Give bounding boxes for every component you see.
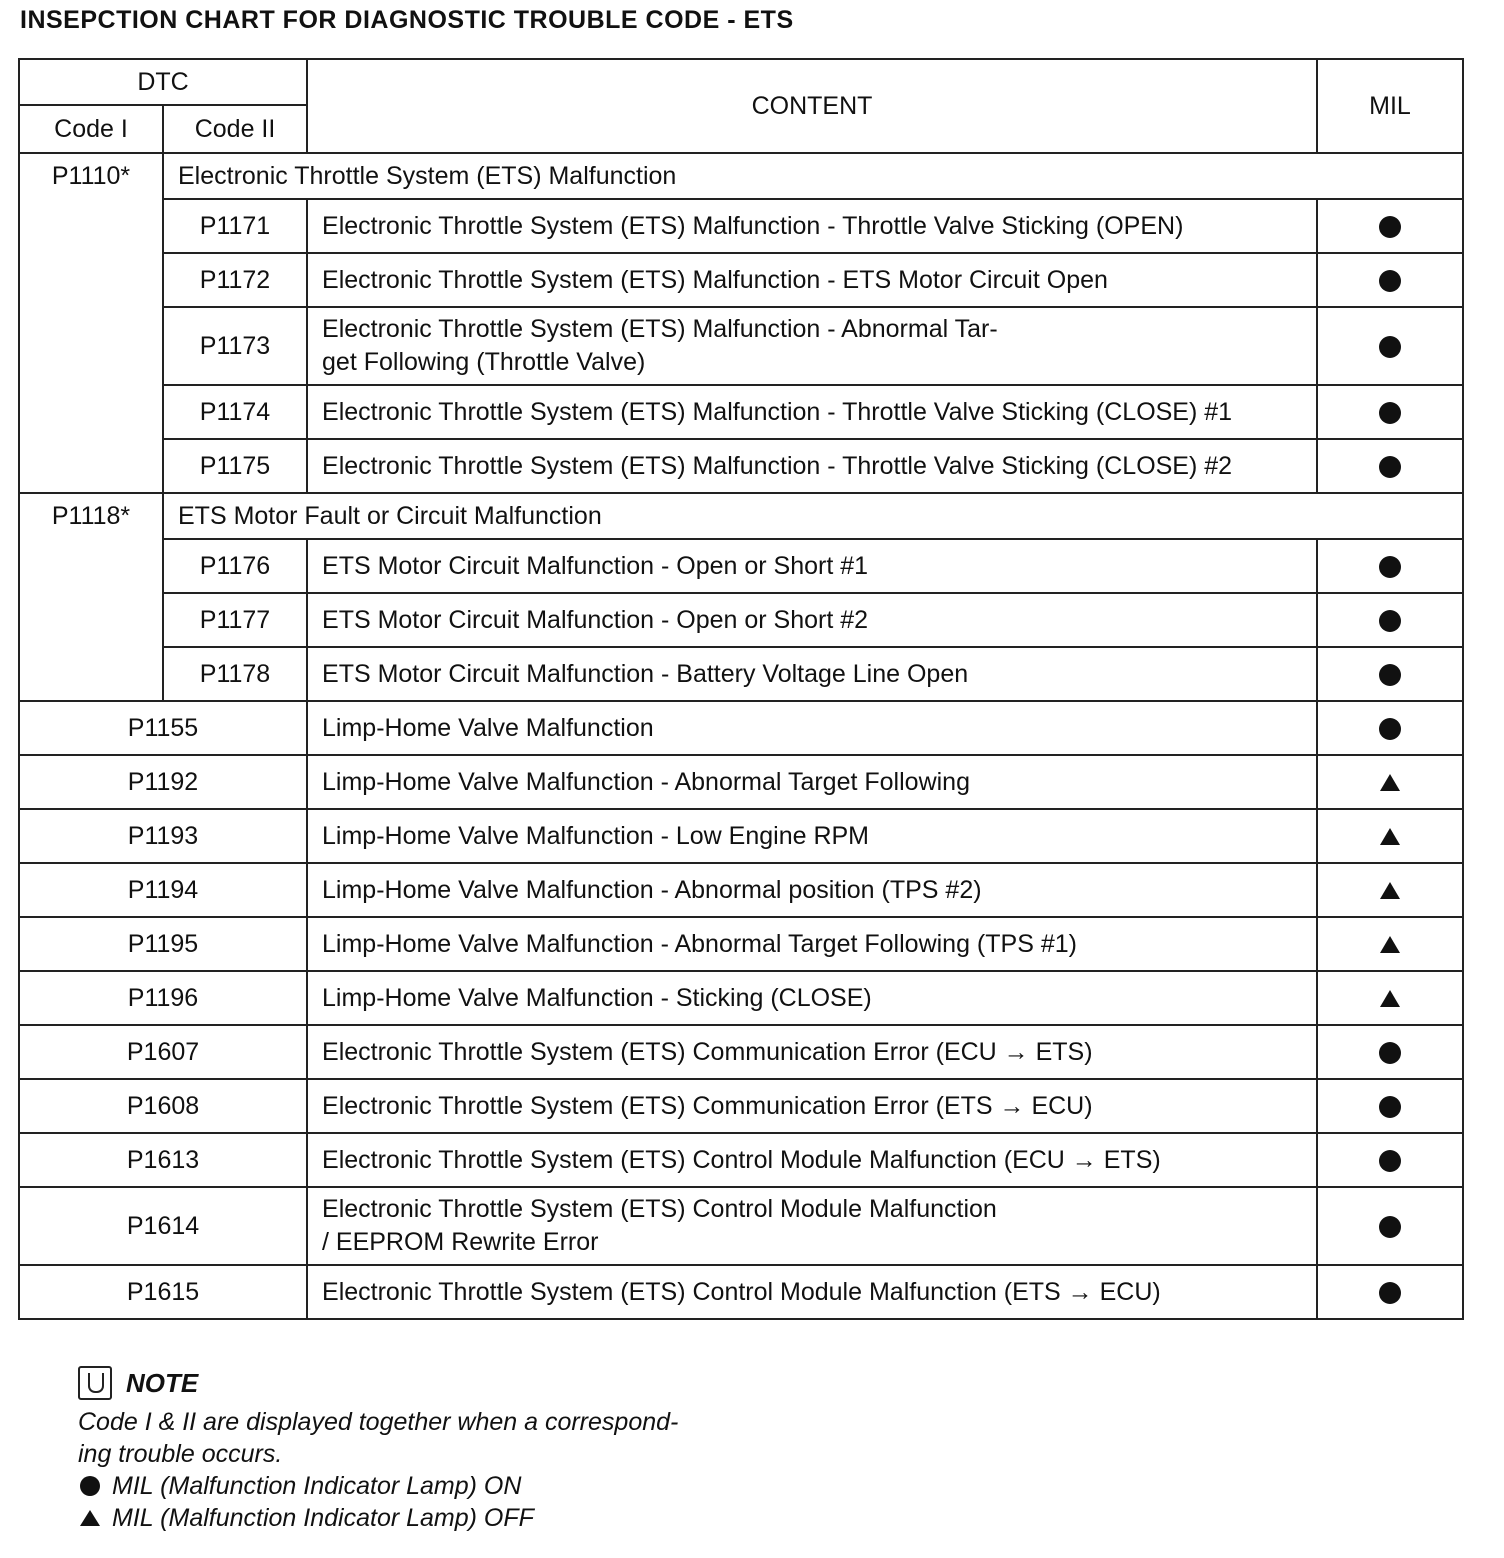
code-cell: P1615 bbox=[19, 1265, 307, 1319]
content-cell: Electronic Throttle System (ETS) Communication Error (ECU → ETS) bbox=[307, 1025, 1317, 1079]
triangle-icon bbox=[1380, 990, 1400, 1007]
code-1-cell: P1118* bbox=[19, 493, 163, 701]
content-cell: Electronic Throttle System (ETS) Control Module Malfunction (ETS → ECU) bbox=[307, 1265, 1317, 1319]
table-body bbox=[19, 153, 1463, 1319]
content-cell: Electronic Throttle System (ETS) Communication Error (ETS → ECU) bbox=[307, 1079, 1317, 1133]
mil-cell bbox=[1317, 809, 1463, 863]
content-cell: Electronic Throttle System (ETS) Malfunction - Abnormal Tar- get Following (Throttle Valve) bbox=[307, 307, 1317, 385]
note-icon bbox=[78, 1366, 112, 1400]
content-cell: Electronic Throttle System (ETS) Malfunction - Throttle Valve Sticking (OPEN) bbox=[307, 199, 1317, 253]
content-cell: Limp-Home Valve Malfunction - Abnormal position (TPS #2) bbox=[307, 863, 1317, 917]
content-cell: Electronic Throttle System (ETS) Malfunction - ETS Motor Circuit Open bbox=[307, 253, 1317, 307]
dtc-table bbox=[18, 58, 1464, 1320]
header-code-1: Code I bbox=[19, 105, 163, 153]
table-row bbox=[19, 539, 1463, 593]
note-header bbox=[78, 1366, 738, 1400]
content-cell: Limp-Home Valve Malfunction - Abnormal Target Following (TPS #1) bbox=[307, 917, 1317, 971]
filled-circle-icon bbox=[1379, 1216, 1401, 1238]
mil-cell bbox=[1317, 701, 1463, 755]
filled-circle-icon bbox=[1379, 1282, 1401, 1304]
triangle-icon bbox=[1380, 828, 1400, 845]
filled-circle-icon bbox=[1379, 718, 1401, 740]
content-cell: Limp-Home Valve Malfunction - Low Engine RPM bbox=[307, 809, 1317, 863]
group-title-cell: ETS Motor Fault or Circuit Malfunction bbox=[163, 493, 1463, 539]
table-row bbox=[19, 1133, 1463, 1187]
code-cell: P1196 bbox=[19, 971, 307, 1025]
mil-cell bbox=[1317, 863, 1463, 917]
legend-off bbox=[78, 1502, 738, 1534]
page-title: INSEPCTION CHART FOR DIAGNOSTIC TROUBLE CODE - ETS bbox=[20, 6, 794, 34]
triangle-icon bbox=[1380, 774, 1400, 791]
note-section bbox=[78, 1366, 738, 1534]
filled-circle-icon bbox=[1379, 270, 1401, 292]
content-cell: ETS Motor Circuit Malfunction - Open or Short #2 bbox=[307, 593, 1317, 647]
group-title-row bbox=[19, 493, 1463, 539]
content-cell: Electronic Throttle System (ETS) Control Module Malfunction (ECU → ETS) bbox=[307, 1133, 1317, 1187]
code-2-cell: P1178 bbox=[163, 647, 307, 701]
mil-cell bbox=[1317, 1265, 1463, 1319]
header-code-2: Code II bbox=[163, 105, 307, 153]
table-row bbox=[19, 755, 1463, 809]
triangle-icon bbox=[1380, 882, 1400, 899]
table-row bbox=[19, 593, 1463, 647]
group-title-cell: Electronic Throttle System (ETS) Malfunction bbox=[163, 153, 1463, 199]
legend-on-label: MIL (Malfunction Indicator Lamp) ON bbox=[112, 1472, 522, 1500]
code-cell: P1193 bbox=[19, 809, 307, 863]
code-cell: P1194 bbox=[19, 863, 307, 917]
mil-cell bbox=[1317, 253, 1463, 307]
header-dtc: DTC bbox=[19, 59, 307, 105]
content-cell: Electronic Throttle System (ETS) Control Module Malfunction / EEPROM Rewrite Error bbox=[307, 1187, 1317, 1265]
filled-circle-icon bbox=[1379, 1042, 1401, 1064]
content-cell: Electronic Throttle System (ETS) Malfunction - Throttle Valve Sticking (CLOSE) #1 bbox=[307, 385, 1317, 439]
legend-on bbox=[78, 1470, 738, 1502]
table-row bbox=[19, 971, 1463, 1025]
mil-cell bbox=[1317, 307, 1463, 385]
mil-cell bbox=[1317, 647, 1463, 701]
table-row bbox=[19, 1079, 1463, 1133]
mil-cell bbox=[1317, 593, 1463, 647]
mil-cell bbox=[1317, 1025, 1463, 1079]
group-title-row bbox=[19, 153, 1463, 199]
code-cell: P1608 bbox=[19, 1079, 307, 1133]
triangle-icon bbox=[1380, 936, 1400, 953]
filled-circle-icon bbox=[80, 1476, 100, 1496]
code-2-cell: P1175 bbox=[163, 439, 307, 493]
code-cell: P1195 bbox=[19, 917, 307, 971]
table-row bbox=[19, 701, 1463, 755]
code-cell: P1613 bbox=[19, 1133, 307, 1187]
table-row bbox=[19, 647, 1463, 701]
table-row bbox=[19, 863, 1463, 917]
code-2-cell: P1176 bbox=[163, 539, 307, 593]
code-1-cell: P1110* bbox=[19, 153, 163, 493]
filled-circle-icon bbox=[1379, 336, 1401, 358]
code-2-cell: P1172 bbox=[163, 253, 307, 307]
table-row bbox=[19, 253, 1463, 307]
mil-cell bbox=[1317, 1079, 1463, 1133]
mil-cell bbox=[1317, 1133, 1463, 1187]
legend-off-label: MIL (Malfunction Indicator Lamp) OFF bbox=[112, 1504, 534, 1532]
table-row bbox=[19, 385, 1463, 439]
filled-circle-icon bbox=[1379, 1150, 1401, 1172]
code-cell: P1614 bbox=[19, 1187, 307, 1265]
table-row bbox=[19, 1025, 1463, 1079]
filled-circle-icon bbox=[1379, 664, 1401, 686]
filled-circle-icon bbox=[1379, 1096, 1401, 1118]
mil-cell bbox=[1317, 1187, 1463, 1265]
header-mil: MIL bbox=[1317, 59, 1463, 153]
mil-cell bbox=[1317, 971, 1463, 1025]
mil-cell bbox=[1317, 199, 1463, 253]
table-row bbox=[19, 307, 1463, 385]
table-row bbox=[19, 199, 1463, 253]
mil-cell bbox=[1317, 439, 1463, 493]
code-2-cell: P1174 bbox=[163, 385, 307, 439]
content-cell: ETS Motor Circuit Malfunction - Battery Voltage Line Open bbox=[307, 647, 1317, 701]
code-2-cell: P1177 bbox=[163, 593, 307, 647]
filled-circle-icon bbox=[1379, 216, 1401, 238]
table-row bbox=[19, 439, 1463, 493]
filled-circle-icon bbox=[1379, 610, 1401, 632]
note-title: NOTE bbox=[126, 1368, 199, 1398]
note-text: Code I & II are displayed together when a correspond- ing trouble occurs. bbox=[78, 1408, 679, 1468]
code-cell: P1155 bbox=[19, 701, 307, 755]
table-row bbox=[19, 809, 1463, 863]
code-cell: P1607 bbox=[19, 1025, 307, 1079]
filled-circle-icon bbox=[1379, 556, 1401, 578]
mil-cell bbox=[1317, 917, 1463, 971]
code-2-cell: P1173 bbox=[163, 307, 307, 385]
code-2-cell: P1171 bbox=[163, 199, 307, 253]
mil-cell bbox=[1317, 385, 1463, 439]
filled-circle-icon bbox=[1379, 456, 1401, 478]
content-cell: Limp-Home Valve Malfunction - Sticking (CLOSE) bbox=[307, 971, 1317, 1025]
filled-circle-icon bbox=[1379, 402, 1401, 424]
code-cell: P1192 bbox=[19, 755, 307, 809]
table-row bbox=[19, 1187, 1463, 1265]
content-cell: Limp-Home Valve Malfunction bbox=[307, 701, 1317, 755]
header-content: CONTENT bbox=[307, 59, 1317, 153]
table-row bbox=[19, 1265, 1463, 1319]
content-cell: Limp-Home Valve Malfunction - Abnormal Target Following bbox=[307, 755, 1317, 809]
content-cell: ETS Motor Circuit Malfunction - Open or Short #1 bbox=[307, 539, 1317, 593]
table-row bbox=[19, 917, 1463, 971]
mil-cell bbox=[1317, 755, 1463, 809]
content-cell: Electronic Throttle System (ETS) Malfunction - Throttle Valve Sticking (CLOSE) #2 bbox=[307, 439, 1317, 493]
triangle-icon bbox=[80, 1510, 100, 1526]
mil-cell bbox=[1317, 539, 1463, 593]
